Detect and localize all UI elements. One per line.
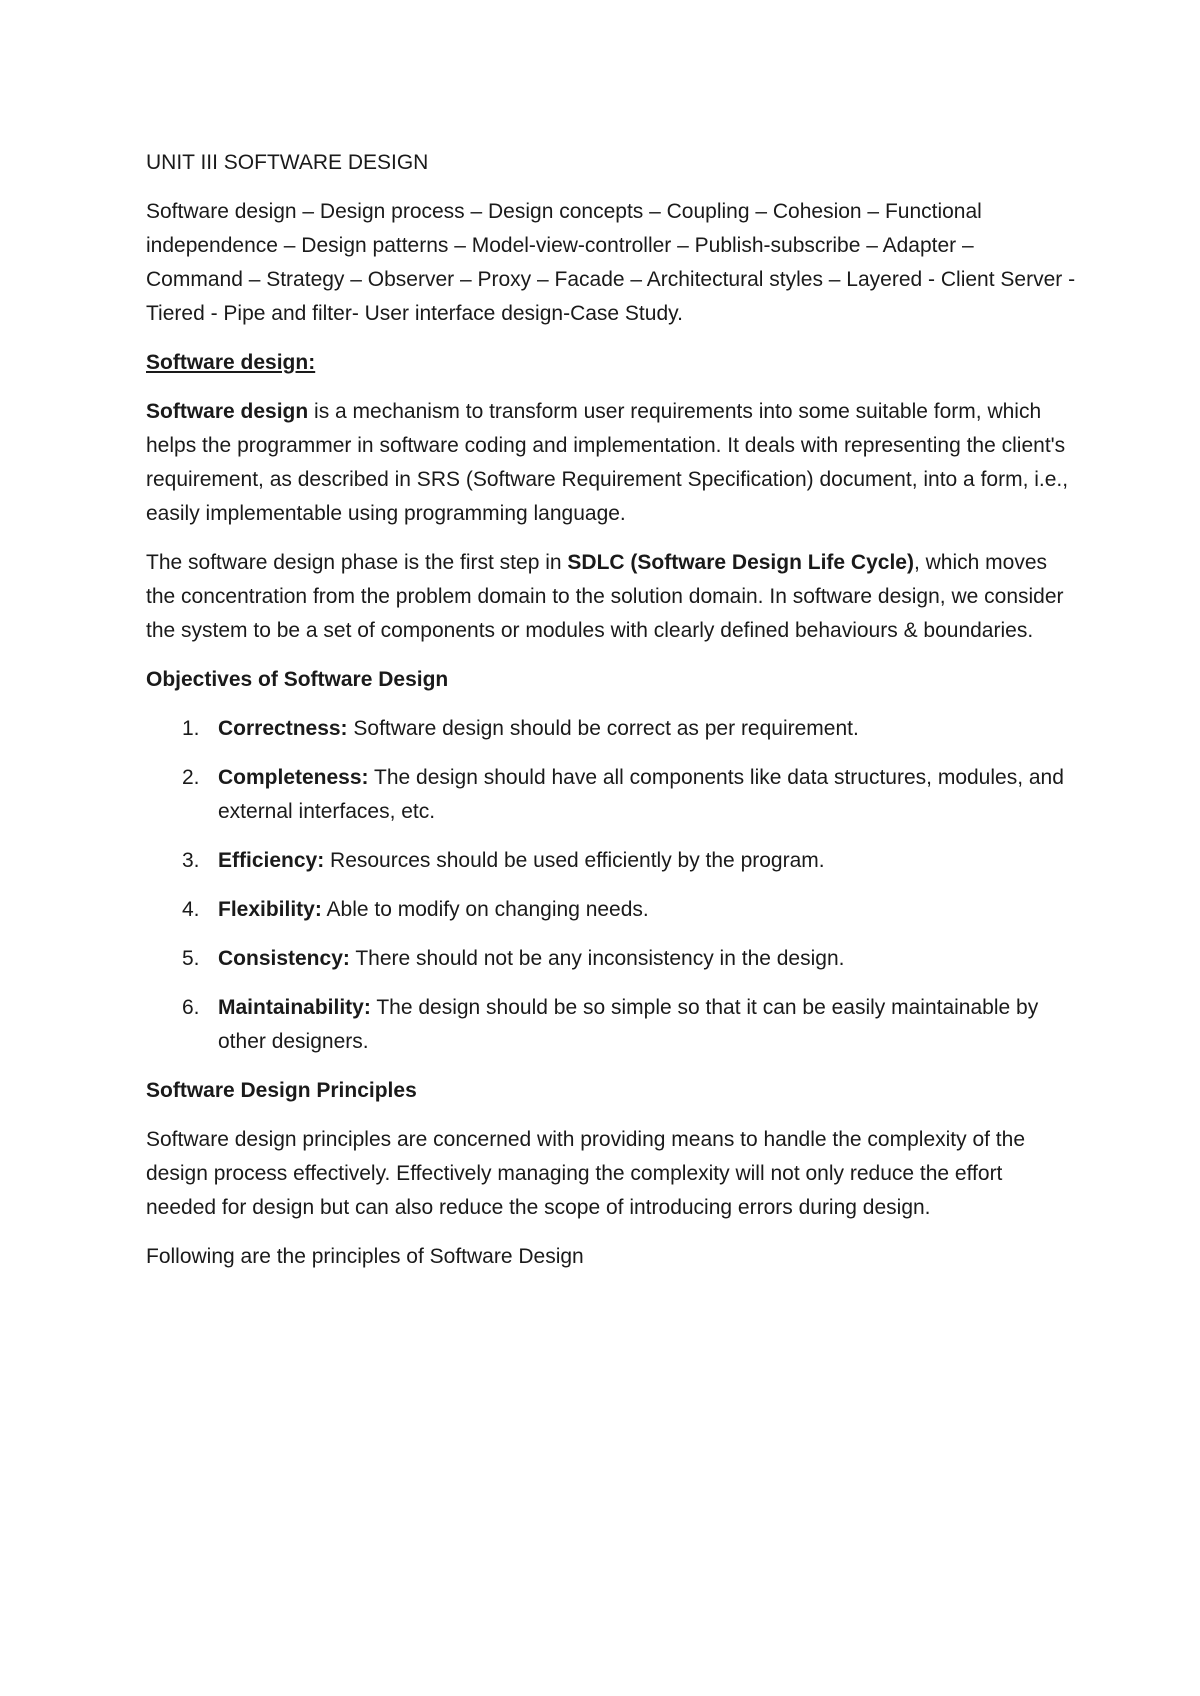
- software-design-definition: [146, 395, 1076, 531]
- software-design-definition-text: is a mechanism to transform user requirements into some suitable form, which helps the programmer in software coding and implementation. It deals with representing the client's requirement, as described in SRS (Software Requirement Specification) document, into a form, i.e., easily implementable using programming language.: [146, 400, 1069, 525]
- list-item: [146, 712, 1076, 746]
- list-term: Efficiency:: [218, 849, 325, 872]
- list-text: The design should be so simple so that it can be easily maintainable by other designers.: [218, 996, 1039, 1053]
- list-term: Completeness:: [218, 766, 369, 789]
- syllabus-paragraph: Software design – Design process – Design concepts – Coupling – Cohesion – Functional independence – Design patterns – Model-view-controller – Publish-subscribe – Adapter – Command – Strategy – Observer – Proxy – Facade – Architectural styles – Layered - Client Server - Tiered - Pipe and filter- User interface design-Case Study.: [146, 200, 1076, 325]
- list-text: Resources should be used efficiently by the program.: [324, 849, 825, 872]
- list-text: Software design should be correct as per requirement.: [347, 717, 859, 740]
- list-item: [146, 844, 1076, 878]
- list-number: 2.: [182, 766, 200, 789]
- list-text: Able to modify on changing needs.: [321, 898, 649, 921]
- list-number: 4.: [182, 898, 200, 921]
- principles-intro: Following are the principles of Software Design: [146, 1245, 584, 1268]
- design-phase-paragraph: [146, 546, 1076, 648]
- list-number: 1.: [182, 717, 200, 740]
- list-term: Maintainability:: [218, 996, 371, 1019]
- software-design-term: Software design: [146, 400, 309, 423]
- principles-heading: Software Design Principles: [146, 1079, 417, 1102]
- list-item: [146, 761, 1076, 829]
- objectives-heading: Objectives of Software Design: [146, 668, 449, 691]
- design-phase-text-start: The software design phase is the first step in: [146, 551, 568, 574]
- list-text: The design should have all components like data structures, modules, and external interfaces, etc.: [218, 766, 1064, 823]
- sdlc-term: SDLC (Software Design Life Cycle): [567, 551, 914, 574]
- list-text: There should not be any inconsistency in the design.: [349, 947, 845, 970]
- objectives-list: [146, 712, 1076, 1059]
- list-term: Consistency:: [218, 947, 350, 970]
- principles-paragraph: Software design principles are concerned with providing means to handle the complexity of the design process effectively. Effectively managing the complexity will not only reduce the effort needed for design but can also reduce the scope of introducing errors during design.: [146, 1128, 1025, 1219]
- document-page: [146, 146, 1076, 1289]
- list-item: [146, 942, 1076, 976]
- section-heading-software-design: Software design:: [146, 351, 316, 374]
- list-item: [146, 893, 1076, 927]
- unit-title: UNIT III SOFTWARE DESIGN: [146, 151, 429, 174]
- design-phase-text-rest: , which moves the concentration from the problem domain to the solution domain. In software design, we consider the system to be a set of components or modules with clearly defined behaviours & boundaries.: [146, 551, 1064, 642]
- list-term: Flexibility:: [218, 898, 322, 921]
- list-number: 5.: [182, 947, 200, 970]
- list-term: Correctness:: [218, 717, 348, 740]
- list-number: 3.: [182, 849, 200, 872]
- list-number: 6.: [182, 996, 200, 1019]
- list-item: [146, 991, 1076, 1059]
